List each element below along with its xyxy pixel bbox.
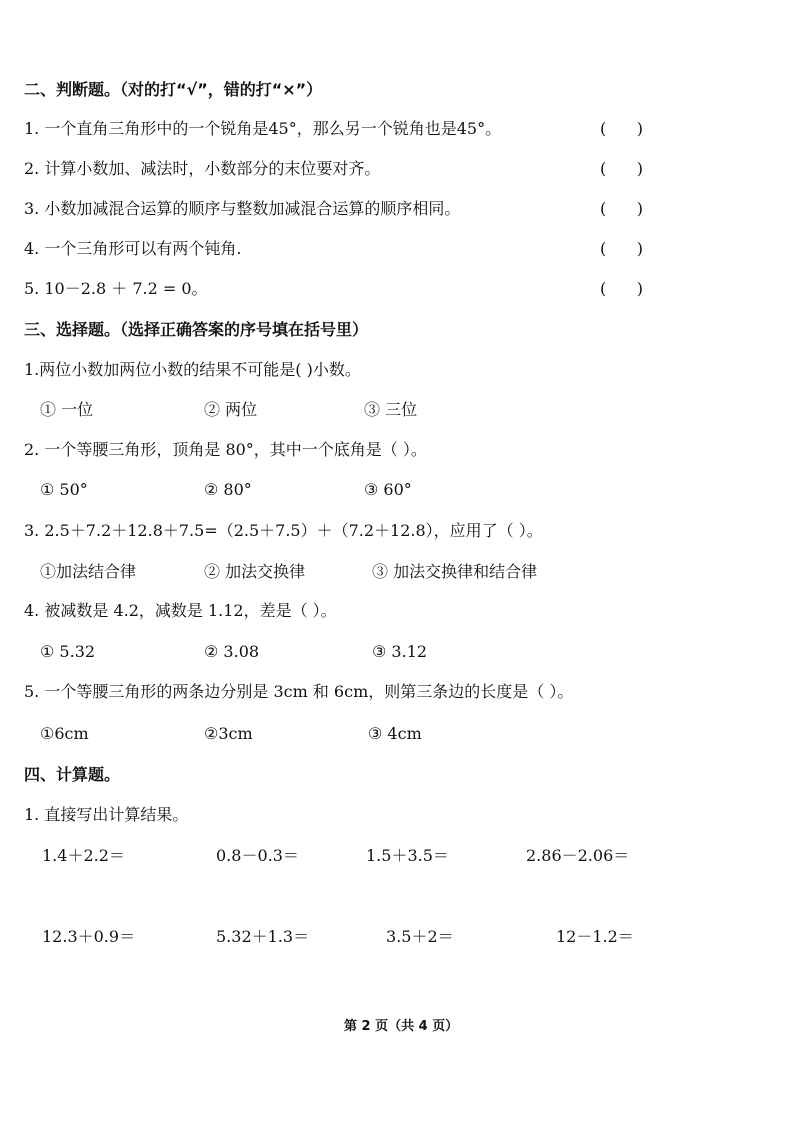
- choice-4-option-2[interactable]: ② 3.08: [204, 642, 260, 661]
- calc-r1-3: 1.5＋3.5＝: [366, 846, 449, 865]
- choice-1-option-2[interactable]: ② 两位: [204, 400, 258, 419]
- choice-question-1: 1.两位小数加两位小数的结果不可能是( )小数。: [24, 360, 361, 379]
- choice-question-4: 4. 被减数是 4.2，减数是 1.12，差是（ ）。: [24, 601, 337, 620]
- judge-item-2: 2. 计算小数加、减法时，小数部分的末位要对齐。: [24, 159, 381, 178]
- calc-r2-2: 5.32＋1.3＝: [216, 927, 310, 946]
- choice-4-option-3[interactable]: ③ 3.12: [372, 642, 428, 661]
- choice-1-option-3[interactable]: ③ 三位: [364, 400, 418, 419]
- judge-answer-5[interactable]: ( ): [600, 279, 643, 298]
- judge-item-5: 5. 10－2.8 ＋ 7.2 = 0。: [24, 279, 208, 298]
- choice-2-option-3[interactable]: ③ 60°: [364, 480, 412, 499]
- section4-title: 四、计算题。: [24, 765, 121, 784]
- calc-r1-2: 0.8－0.3＝: [216, 846, 299, 865]
- choice-question-3: 3. 2.5＋7.2＋12.8＋7.5=（2.5＋7.5）＋（7.2＋12.8），应用了（ ）。: [24, 521, 543, 540]
- judge-item-1: 1. 一个直角三角形中的一个锐角是45°，那么另一个锐角也是45°。: [24, 119, 502, 138]
- choice-question-2: 2. 一个等腰三角形，顶角是 80°，其中一个底角是（ ）。: [24, 440, 427, 459]
- choice-5-option-1[interactable]: ①6cm: [40, 724, 89, 743]
- calc-r2-4: 12－1.2＝: [556, 927, 634, 946]
- section3-title: 三、选择题。（选择正确答案的序号填在括号里）: [24, 320, 369, 339]
- judge-answer-1[interactable]: ( ): [600, 119, 643, 138]
- calc-r2-3: 3.5＋2＝: [386, 927, 454, 946]
- calc-r1-4: 2.86－2.06＝: [526, 846, 630, 865]
- calc-r2-1: 12.3＋0.9＝: [42, 927, 136, 946]
- calc-r1-1: 1.4＋2.2＝: [42, 846, 125, 865]
- choice-5-option-2[interactable]: ②3cm: [204, 724, 253, 743]
- choice-5-option-3[interactable]: ③ 4cm: [368, 724, 422, 743]
- choice-3-option-3[interactable]: ③ 加法交换律和结合律: [372, 562, 538, 581]
- judge-answer-2[interactable]: ( ): [600, 159, 643, 178]
- section2-title: 二、判断题。（对的打“√”，错的打“×”）: [24, 80, 323, 99]
- judge-answer-3[interactable]: ( ): [600, 199, 643, 218]
- choice-2-option-1[interactable]: ① 50°: [40, 480, 88, 499]
- calc-subheading: 1. 直接写出计算结果。: [24, 805, 189, 824]
- judge-item-3: 3. 小数加减混合运算的顺序与整数加减混合运算的顺序相同。: [24, 199, 461, 218]
- choice-2-option-2[interactable]: ② 80°: [204, 480, 252, 499]
- choice-4-option-1[interactable]: ① 5.32: [40, 642, 96, 661]
- choice-question-5: 5. 一个等腰三角形的两条边分别是 3cm 和 6cm，则第三条边的长度是（ ）。: [24, 682, 574, 701]
- judge-answer-4[interactable]: ( ): [600, 239, 643, 258]
- choice-1-option-1[interactable]: ① 一位: [40, 400, 94, 419]
- judge-item-4: 4. 一个三角形可以有两个钝角.: [24, 239, 242, 258]
- choice-3-option-2[interactable]: ② 加法交换律: [204, 562, 306, 581]
- page-footer: 第 2 页（共 4 页）: [344, 1019, 459, 1034]
- choice-3-option-1[interactable]: ①加法结合律: [40, 562, 137, 581]
